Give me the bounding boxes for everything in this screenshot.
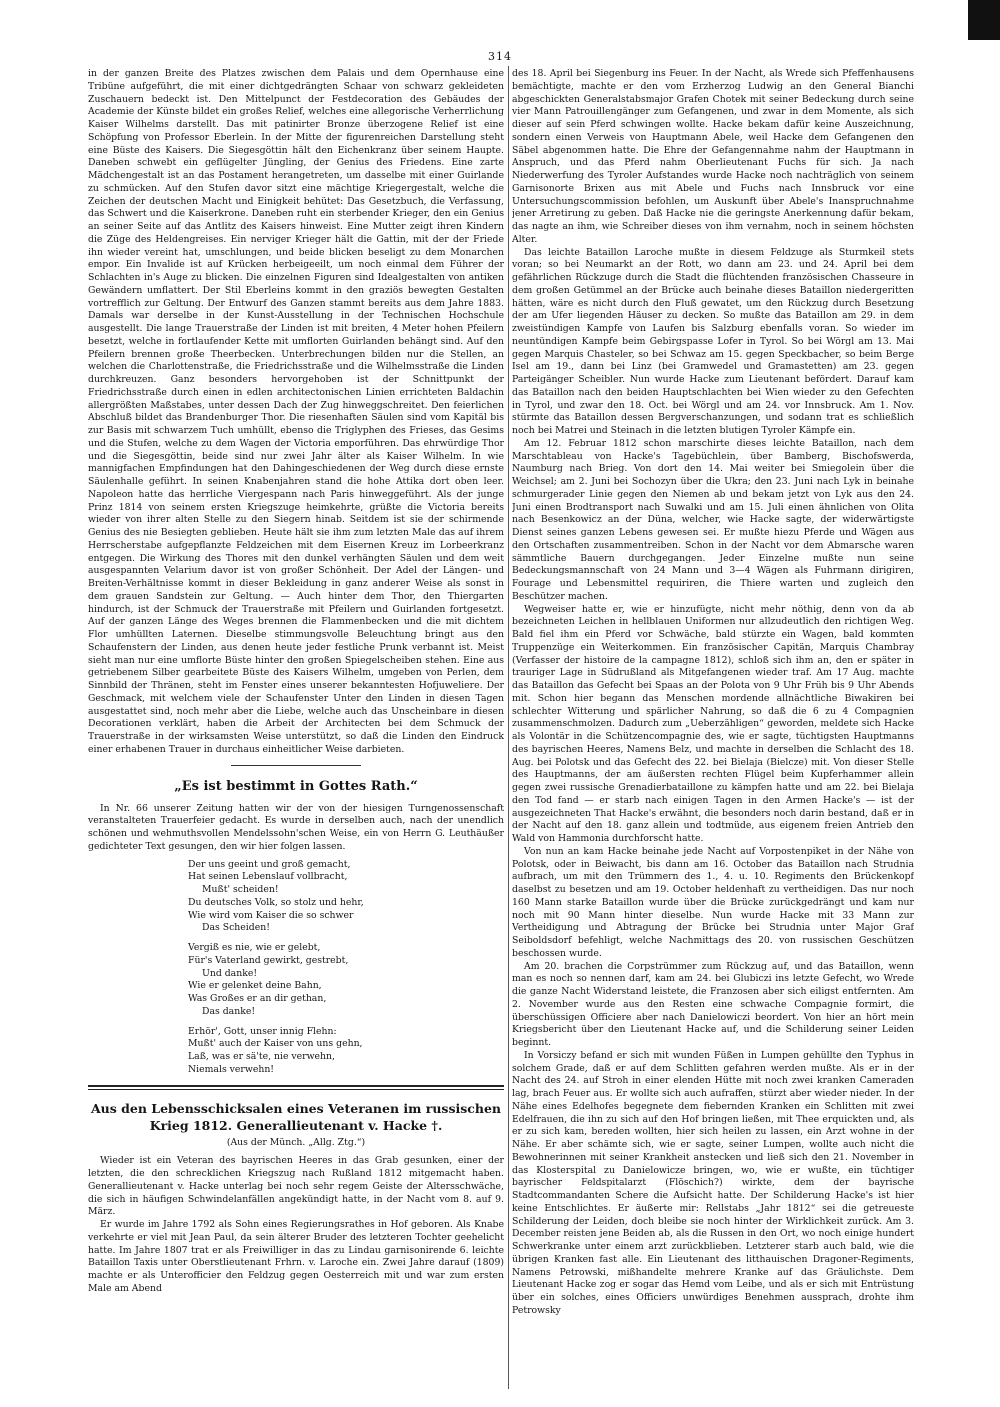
poem-stanza-1 bbox=[188, 859, 504, 936]
veteran-paragraph-1: Wieder ist ein Veteran des bayrischen Heeres in das Grab gesunken, einer der letzten, die den schrecklichen Kriegszug nach Rußland 1812 mitgemacht haben. Generallieutenant v. Hacke unterlag bei noch sehr regem Geiste der Altersschwäche, die sich in häufigen Schwindelanfällen angekündigt hatte, in der Nacht vom 8. auf 9. März. bbox=[88, 1155, 504, 1218]
veteran-paragraph-5: Am 12. Februar 1812 schon marschirte dieses leichte Bataillon, nach dem Marschtableau von Hacke's Tagebüchlein, über Bamberg, Bischofswerda, Naumburg nach Brieg. Von dort den 14. Mai weiter bei Smiegolein über die Weichsel; am 2. Juni bei Sochozyn über die Ukra; den 23. Juni nach Lyk in beinahe schmurgerader Linie gegen den Niemen ab und bekam jetzt von Lyk aus den 24. Juni einen Brodtransport nach Suwalki und am 15. Juli einen ähnlichen von Olita nach Besenkowicz an der Düna, welcher, wie Hacke sagte, der widerwärtigste Dienst seines ganzen Lebens gewesen sei. Er mußte hiezu Pferde und Wägen aus den Ortschaften zusammentreiben. Schon in der Nacht vor dem Abmarsche waren sämmtliche Bauern durchgegangen. Jeder Einzelne mußte nun seine Bedeckungsmannschaft von 24 Mann und 3—4 Wägen als Fuhrmann dirigiren, Fourage und Lebensmittel requiriren, die Thiere warten und zugleich den Beschützer machen. bbox=[512, 437, 914, 602]
poem-line: Wie er gelenket deine Bahn, bbox=[188, 980, 322, 992]
veteran-paragraph-2: Er wurde im Jahre 1792 als Sohn eines Regierungsrathes in Hof geboren. Als Knabe verkehrte er viel mit Jean Paul, da sein älterer Bruder des letzteren Tochter geehelicht hatte. Im Jahre 1807 trat er als Freiwilliger in das zu Lindau garnisonirende 6. leichte Bataillon Taxis unter Oberstlieutenant Frhrn. v. Laroche ein. Zwei Jahre darauf (1809) machte er als Unterofficier den Feldzug gegen Oesterreich mit und war zum ersten Male am Abend bbox=[88, 1219, 504, 1294]
poem-line: Mußt' auch der Kaiser von uns gehn, bbox=[188, 1038, 363, 1050]
article-heading-veteran: Aus den Lebensschicksalen eines Veteranen im russischen Krieg 1812. Generallieutenant v. Hacke †. bbox=[90, 1100, 502, 1133]
festdecoration-paragraph: in der ganzen Breite des Platzes zwischen dem Palais und dem Opernhause eine Tribüne aufgeführt, die mit einer dichtgedrängten Schaar von schwarz gekleideten Zuschauern bedeckt ist. Den Mittelpunct der Festdecoration des Gebäudes der Academie der Künste bildet ein großes Relief, welches eine allegorische Verherrlichung Kaiser Wilhelms darstellt. Das mit patinirter Bronze überzogene Relief ist eine Schöpfung von Professor Eberlein. In der Mitte der figurenreichen Darstellung steht eine Büste des Kaisers. Die Siegesgöttin hält den Eichenkranz über seinem Haupte. Daneben schwebt ein geflügelter Jüngling, der Genius des Friedens. Eine zarte Mädchengestalt ist an das Postament herangetreten, um dasselbe mit einer Guirlande zu schmücken. Auf den Stufen davor sitzt eine mächtige Kriegergestalt, welche die Zeichen der deutschen Macht und Einigkeit behütet: Das Gesetzbuch, die Verfassung, das Schwert und die Kaiserkrone. Daneben ruht ein sterbender Krieger, den ein Genius an seiner Seite auf das Antlitz des Kaisers hinweist. Eine Mutter zeigt ihren Kindern die Züge des Heldengreises. Ein nerviger Krieger hält die Gattin, mit der der Friede ihn wieder vereint hat, umschlungen, und beide blicken beseligt zu dem Monarchen empor. Ein Invalide ist auf Krücken herbeigeeilt, um noch einmal dem Führer der Schlachten in's Auge zu blicken. Die einzelnen Figuren sind Idealgestalten von antiken Gewändern umflattert. Der Stil Eberleins kommt in den graziös bewegten Gestalten vortrefflich zur Geltung. Der Entwurf des Ganzen stammt bereits aus dem Jahre 1883. Damals war derselbe in der Kunst-Ausstellung in der Technischen Hochschule ausgestellt. Die lange Trauerstraße der Linden ist mit breiten, 4 Meter hohen Pfeilern besetzt, welche in fortlaufender Kette mit umflorten Guirlanden behängt sind. Auf den Pfeilern brennen große Theerbecken. Unterbrechungen bilden nur die Stellen, an welchen die Charlottenstraße, die Friedrichsstraße und die Wilhelmsstraße die Linden durchkreuzen. Ganz besonders hervorgehoben ist der Schnittpunkt der Friedrichsstraße durch einen in edlen architectonischen Linien errichteten Baldachin allergrößten Maßstabes, unter dessen Dach der Zug hinweggschreitet. Den feierlichen Abschluß bildet das Brandenburger Thor. Die riesenhaften Säulen sind vom Kapitäl bis zur Basis mit schwarzem Tuch umhüllt, ebenso die Triglyphen des Frieses, das Gesims und die Stufen, welche zu dem Wagen der Victoria emporführen. Das ehrwürdige Thor und die Siegesgöttin, beide sind nur zwei Jahr älter als Kaiser Wilhelm. In wie mannigfachen Empfindungen hat den Dahingeschiedenen der Weg durch diese ernste Säulenhalle geführt. In seinen Knabenjahren stand die hohe Attika dort oben leer. Napoleon hatte das herrliche Viergespann nach Paris hinweggeführt. Als der junge Prinz 1814 von seinem ersten Kriegszuge heimkehrte, grüßte die Victoria bereits wieder von ihrer alten Stelle zu den Siegern hinab. Seitdem ist sie der schirmende Genius des nie Besiegten geblieben. Heute hält sie ihm zum letzten Male das auf ihrem Herrscherstabe aufgepflanzte Feldzeichen mit dem Eisernen Kreuz im Lorbeerkranz entgegen. Die Wirkung des Thores mit den dunkel verhängten Säulen und dem weit ausgespannten Velarium davor ist von großer Schönheit. Der Adel der Längen- und Breiten-Verhältnisse kommt in dieser Bekleidung in ganz anderer Weise als sonst in dem grauen Sandstein zur Geltung. — Auch hinter dem Thor, den Thiergarten hindurch, ist der Schmuck der Trauerstraße mit Pfeilern und Guirlanden fortgesetzt. Auf der ganzen Länge des Weges brennen die Flammenbecken und die mit dichtem Flor umhüllten Laternen. Dieselbe stimmungsvolle Beleuchtung bringt aus den Schaufenstern der Linden, aus denen heute jeder festliche Prunk verbannt ist. Meist sieht man nur eine umflorte Büste hinter den großen Spiegelscheiben stehen. Eine aus getriebenem Silber gearbeitete Büste des Kaisers Wilhelm, umgeben von Perlen, dem Sinnbild der Thränen, steht im Fenster eines unserer bekanntesten Hofjuweliere. Der Geschmack, mit welchem viele der Schaufenster Unter den Linden in diesen Tagen ausgestattet sind, noch mehr aber die Liebe, welche auch das Unscheinbare in diesen Decorationen verklärt, haben die Arbeit der Architecten bei dem Schmuck der Trauerstraße in der wirksamsten Weise unterstützt, so daß die Linden den Eindruck einer erhabenen Trauer in durchaus einheitlicher Weise darbieten. bbox=[88, 68, 504, 755]
poem-line: Vergiß es nie, wie er gelebt, bbox=[188, 942, 321, 953]
poem-line: Das danke! bbox=[202, 1005, 256, 1017]
veteran-paragraph-3: des 18. April bei Siegenburg ins Feuer. In der Nacht, als Wrede sich Pfeffenhausens bemächtigte, machte er den vom Erzherzog Ludwig an den General Bianchi abgeschickten Generalstabsmajor Grafen Chotek mit seiner Bedeckung durch seine vier Mann Patrouillengänger zum Gefangenen, und zwar in dem Momente, als sich dieser auf sein Pferd schwingen wollte. Hacke bekam dafür keine Auszeichnung, sondern einen Verweis von Hauptmann Abele, weil Hacke dem Gefangenen den Säbel abgenommen hatte. Die Ehre der Gefangennahme nahm der Hauptmann in Anspruch, und das Pferd nahm Oberlieutenant Fuchs für sich. Ja nach Niederwerfung des Tyroler Aufstandes wurde Hacke noch nachträglich von seinem Garnisonorte Brixen aus mit Abele und Fuchs nach Innsbruck vor eine Untersuchungscommission befohlen, um Auskunft über Abele's Inanspruchnahme jener Arretirung zu geben. Daß Hacke nie die geringste Anerkennung dafür bekam, das nagte an ihm, wie Schreiber dieses von ihm vernahm, noch in seinem höchsten Alter. bbox=[512, 68, 914, 245]
veteran-paragraph-4: Das leichte Bataillon Laroche mußte in diesem Feldzuge als Sturmkeil stets voran; so bei Neumarkt an der Rott, wo dann am 23. und 24. April bei dem gefährlichen Rückzuge durch die Stadt die flüchtenden französischen Chasseure in dem großen Getümmel an der Brücke auch beinahe dieses Bataillon niedergeritten hätten, wäre es nicht durch den Fluß gewatet, um den Rückzug durch Besetzung der am Ufer liegenden Häuser zu decken. So mußte das Bataillon am 29. in dem zweistündigen Kampfe von Laufen bis Salzburg ebenfalls voran. So wieder im neuntündigen Kampfe beim Gebirgspasse Lofer in Tyrol. So bei Wörgl am 13. Mai gegen Marquis Chasteler, so bei Schwaz am 15. gegen Speckbacher, so beim Berge Isel am 19., dann bei Linz (bei Gramwedel und Gramastetten) am 23. gegen Parteigänger Scheibler. Nun wurde Hacke zum Lieutenant befördert. Darauf kam das Bataillon nach den beiden Hauptschlachten bei Wien wieder zu den Gefechten in Tyrol, und zwar den 18. Oct. bei Wörgl und am 24. vor Innsbruck. Am 1. Nov. stürmte das Bataillon dessen Bergverschanzungen, und sodann trat es schließlich noch bei Matrei und Steinach in die letzten blutigen Tyroler Kämpfe ein. bbox=[512, 246, 914, 436]
poem-stanza-3 bbox=[188, 1026, 504, 1077]
veteran-paragraph-8: Am 20. brachen die Corpstrümmer zum Rückzug auf, und das Bataillon, wenn man es noch so nennen darf, kam am 24. bei Glubiczi ins letzte Gefecht, wo Wrede die ganze Nacht Widerstand leistete, die Franzosen aber sich eiligst entfernten. Am 2. November wurde aus den Resten eine schwache Compagnie formirt, die überschüssigen Officiere aber nach Danielowiczi beordert. Von hier an hört mein Kriegsbericht über den Lieutenant Hacke auf, und die Schilderung seiner Leiden beginnt. bbox=[512, 960, 914, 1048]
poem-line: Du deutsches Volk, so stolz und hehr, bbox=[188, 896, 364, 908]
poem-line: Und danke! bbox=[202, 967, 258, 979]
poem-line: Der uns geeint und groß gemacht, bbox=[188, 858, 351, 870]
right-column bbox=[512, 68, 914, 1389]
veteran-paragraph-6: Wegweiser hatte er, wie er hinzufügte, nicht mehr nöthig, denn von da ab bezeichneten Leichen in hellblauen Uniformen nur allzudeutlich den richtigen Weg. Bald fiel ihm ein Pferd vor Schwäche, bald stürzte ein Wagen, bald kommten Truppenzüge ein Weiterkommen. Ein französischer Capitän, Marquis Chambray (Verfasser der histoire de la campagne 1812), schloß sich ihm an, den er später in trauriger Lage in Südrußland als Mitgefangenen wieder traf. Am 17 Aug. machte das Bataillon das Gefecht bei Spaas an der Polota von 9 Uhr Früh bis 9 Uhr Abends mit. Schon hier begann das Menschen mordende allnächtliche Biwakiren bei schlechter Witterung und spärlicher Nahrung, so daß die 6 zu 4 Compagnien zusammenschmolzen. Dadurch zum „Ueberzähligen“ geworden, meldete sich Hacke als Volontär in die Schützencompagnie des, wie er sagte, tüchtigsten Hauptmanns des bayrischen Heeres, Namens Belz, und machte in derselben die Schlacht des 18. Aug. bei Polotsk und das Gefecht des 22. bei Bielaja (Bielcze) mit. Von dieser Stelle des Hauptmanns, der am äußersten rechten Flügel beim Kupferhammer allein gegen zwei russische Grenadierbataillone zu kämpfen hatte und am 22. bei Bielaja den Tod fand — er starb nach einigen Tagen in den Armen Hacke's — ist der ausgezeichneten That Hacke's erwähnt, die besonders noch darin bestand, daß er in der Nacht auf den 18. ganz allein und todtmüde, aus eigenem freien Antrieb den Wald von Hammonia durchforscht hatte. bbox=[512, 603, 914, 844]
poem-line: Mußt' scheiden! bbox=[202, 884, 279, 895]
column-divider bbox=[508, 66, 509, 1389]
poem bbox=[188, 859, 504, 1077]
left-column bbox=[88, 68, 504, 1389]
article-heading-gottes-rath: „Es ist bestimmt in Gottes Rath.“ bbox=[174, 778, 418, 794]
poem-line: Hat seinen Lebenslauf vollbracht, bbox=[188, 871, 348, 883]
poem-line: Wie wird vom Kaiser die so schwer bbox=[188, 909, 354, 921]
poem-line: Laß, was er sä'te, nie verwehn, bbox=[188, 1051, 335, 1062]
poem-line: Erhör', Gott, unser innig Flehn: bbox=[188, 1025, 337, 1037]
poem-line: Das Scheiden! bbox=[202, 922, 270, 934]
poem-line: Für's Vaterland gewirkt, gestrebt, bbox=[188, 954, 349, 966]
section-rule bbox=[231, 765, 361, 766]
poem-line: Niemals verwehn! bbox=[188, 1063, 275, 1075]
page-number: 314 bbox=[488, 50, 512, 63]
veteran-paragraph-9: In Vorsiczy befand er sich mit wunden Füßen in Lumpen gehüllte den Typhus in solchem Grade, daß er auf dem Schlitten gefahren werden mußte. Als er in der Nacht des 24. auf Stroh in einer elenden Hütte mit noch zwei kranken Cameraden lag, brach Feuer aus. Er wollte sich auch aufraffen, stürzt aber wieder nieder. In der Nähe eines Edelhofes begegnete dem fiebernden Kranken ein Schlitten mit zwei Edelfrauen, die ihn zu sich auf den Hof bringen ließen, mit Thee erquickten und, als er zu sich kam, bereden wollten, hier sich heilen zu lassen, ein Arzt wohne in der Nähe. Er aber schämte sich, wie er sagte, seiner Lumpen, wollte auch nicht die Bewohnerinnen mit seiner Krankheit anstecken und ließ sich den 21. November in das Klosterspital zu Danielowicze bringen, wo, wie er wußte, ein tüchtiger bayrischer Feldspitalarzt (Flöschich?) wirkte, dem der bayrische Stadtcommandanten Schere die Aufsicht hatte. Der Schilderung Hacke's ist hier keine Entschlichtes. Er äußerte mir: Rellstabs „Jahr 1812“ sei die getreueste Schilderung der Leiden, doch bleibe sie noch hinter der Wirklichkeit zurück. Am 3. December reisten jene Beiden ab, als die Russen in den Ort, wo noch einige hundert Schwerkranke unter einem arzt zurückblieben. Letzterer starb auch bald, wie die übrigen Kranken fast alle. Ein Lieutenant des litthauischen Dragoner-Regiments, Namens Petrowski, mißhandelte mehrere Kranke auf das Gräulichste. Dem Lieutenant Hacke zog er sogar das Hemd vom Leibe, und als er sich mit Entrüstung über ein solches, eines Officiers unwürdiges Benehmen aussprach, drohte ihm Petrowsky bbox=[512, 1049, 914, 1316]
veteran-paragraph-7: Von nun an kam Hacke beinahe jede Nacht auf Vorpostenpiket in der Nähe von Polotsk, oder in Beiwacht, bis dann am 16. October das Bataillon nach Strudnia aufbrach, um mit den Trümmern des 1., 4. u. 10. Regiments den Brückenkopf daselbst zu besetzen und am 19. October heldenhaft zu vertheidigen. Das nur noch 160 Mann starke Bataillon wurde über die Brücke zurückgedrängt und kam nur noch mit 90 Mann hinter dieselbe. Nun wurde Hacke mit 33 Mann zur Vertheidigung und Abtragung der Brücke bei Strudnia unter Major Graf Seiboldsdorf befehligt, welche Nachmittags des 20. von russischen Geschützen beschossen wurde. bbox=[512, 845, 914, 959]
poem-line: Was Großes er an dir gethan, bbox=[188, 993, 327, 1004]
scan-edge-mark bbox=[968, 0, 1000, 40]
article-separator-rule bbox=[88, 1085, 504, 1090]
turngenossenschaft-paragraph: In Nr. 66 unserer Zeitung hatten wir der von der hiesigen Turngenossenschaft veranstalteten Trauerfeier gedacht. Es wurde in derselben auch, nach der unendlich schönen und wehmuthsvollen Mendelssohn'schen Weise, ein von Herrn G. Leuthäußer gedichteter Text gesungen, den wir hier folgen lassen. bbox=[88, 802, 504, 852]
poem-stanza-2 bbox=[188, 942, 504, 1019]
article-source: (Aus der Münch. „Allg. Ztg.“) bbox=[226, 1136, 366, 1148]
